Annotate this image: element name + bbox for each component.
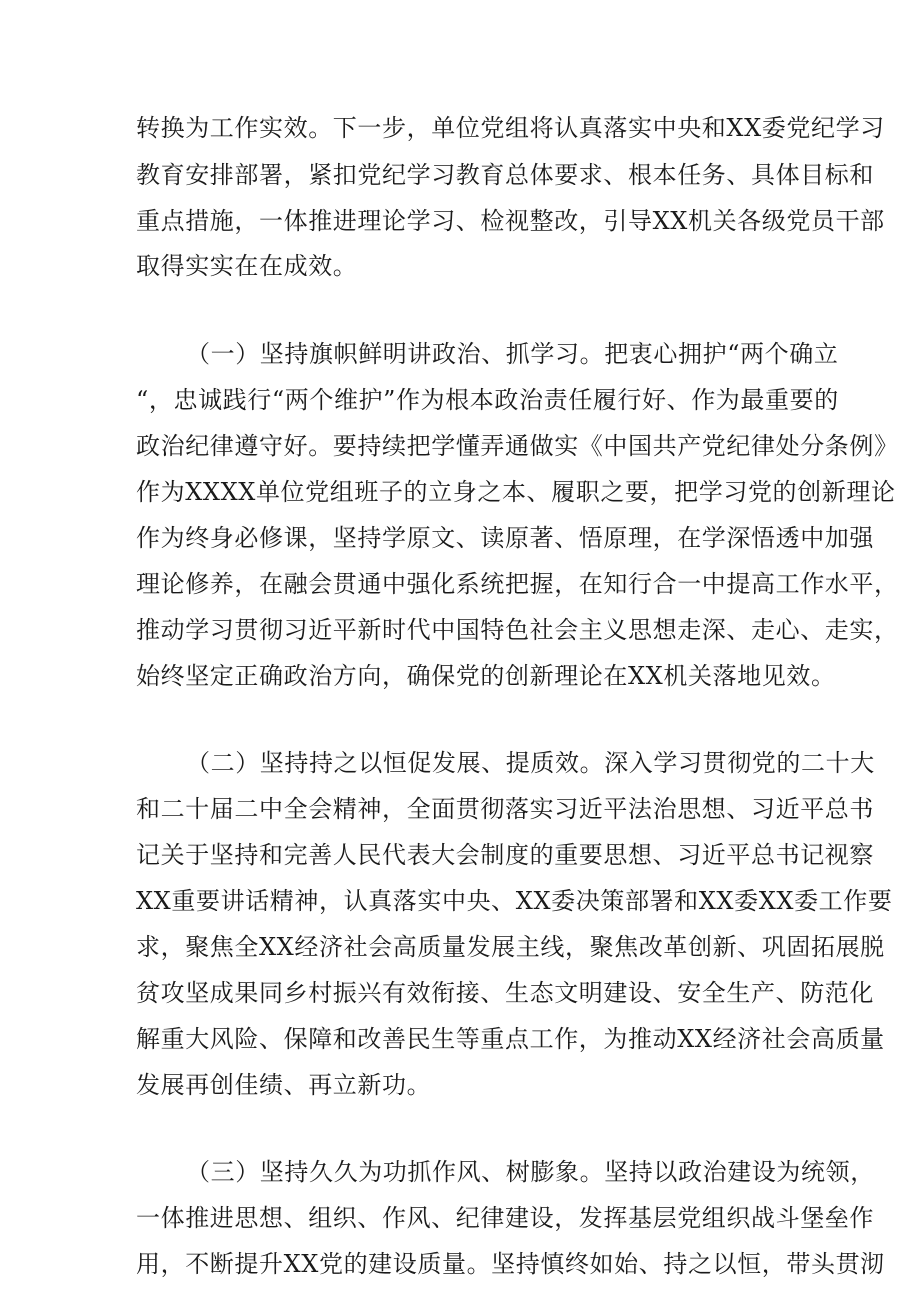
text-line: 一体推进思想、组织、作风、纪律建设，发挥基层党组织战斗堡垒作 bbox=[136, 1204, 874, 1232]
text-line: 贫攻坚成果同乡村振兴有效衔接、生态文明建设、安全生产、防范化 bbox=[136, 979, 874, 1007]
text-line: 作为终身必修课，坚持学原文、读原著、悟原理，在学深悟透中加强 bbox=[136, 524, 874, 552]
text-line: 重点措施，一体推进理论学习、检视整改，引导XX机关各级党员干部 bbox=[136, 207, 885, 235]
text-line: 始终坚定正确政治方向，确保党的创新理论在XX机关落地见效。 bbox=[136, 662, 836, 690]
text-line: 和二十届二中全会精神，全面贯彻落实习近平法治思想、习近平总书 bbox=[136, 795, 874, 823]
section-heading-line: （三）坚持久久为功抓作风、树膨象。坚持以政治建设为统领， bbox=[186, 1158, 875, 1186]
text-line: 理论修养，在融会贯通中强化系统把握，在知行合一中提高工作水平， bbox=[136, 570, 899, 598]
text-line: 转换为工作实效。下一步，单位党组将认真落实中央和XX委党纪学习 bbox=[136, 114, 885, 142]
text-line: 求，聚焦全XX经济社会高质量发展主线，聚焦改革创新、巩固拓展脱 bbox=[136, 933, 885, 961]
text-line: “，忠诚践行“两个维护”作为根本政治责任履行好、作为最重要的 bbox=[136, 386, 839, 414]
text-line: XX重要讲话精神，认真落实中央、XX委决策部署和XX委XX委工作要 bbox=[136, 887, 893, 915]
section-heading-line: （二）坚持持之以恒促发展、提质效。深入学习贯彻党的二十大 bbox=[186, 749, 875, 777]
text-line: 记关于坚持和完善人民代表大会制度的重要思想、习近平总书记视察 bbox=[136, 841, 874, 869]
text-line: 用，不断提升XX党的建设质量。坚持慎终如始、持之以恒，带头贯沏 bbox=[136, 1250, 885, 1278]
text-line: 推动学习贯彻习近平新时代中国特色社会主义思想走深、走心、走实， bbox=[136, 616, 899, 644]
text-line: 发展再创佳绩、再立新功。 bbox=[136, 1071, 432, 1099]
text-line: 取得实实在在成效。 bbox=[136, 252, 358, 280]
text-line: 作为XXXX单位党组班子的立身之本、履职之要，把学习党的创新理论 bbox=[136, 478, 896, 506]
text-line: 解重大风险、保障和改善民生等重点工作，为推动XX经济社会高质量 bbox=[136, 1025, 885, 1053]
section-heading-line: （一）坚持旗帜鲜明讲政治、抓学习。把衷心拥护“两个确立 bbox=[186, 340, 839, 368]
text-line: 教育安排部署，紧扣党纪学习教育总体要求、根本任务、具体目标和 bbox=[136, 161, 874, 189]
text-line: 政治纪律遵守好。要持续把学懂弄通做实《中国共产党纪律处分条例》 bbox=[136, 432, 899, 460]
